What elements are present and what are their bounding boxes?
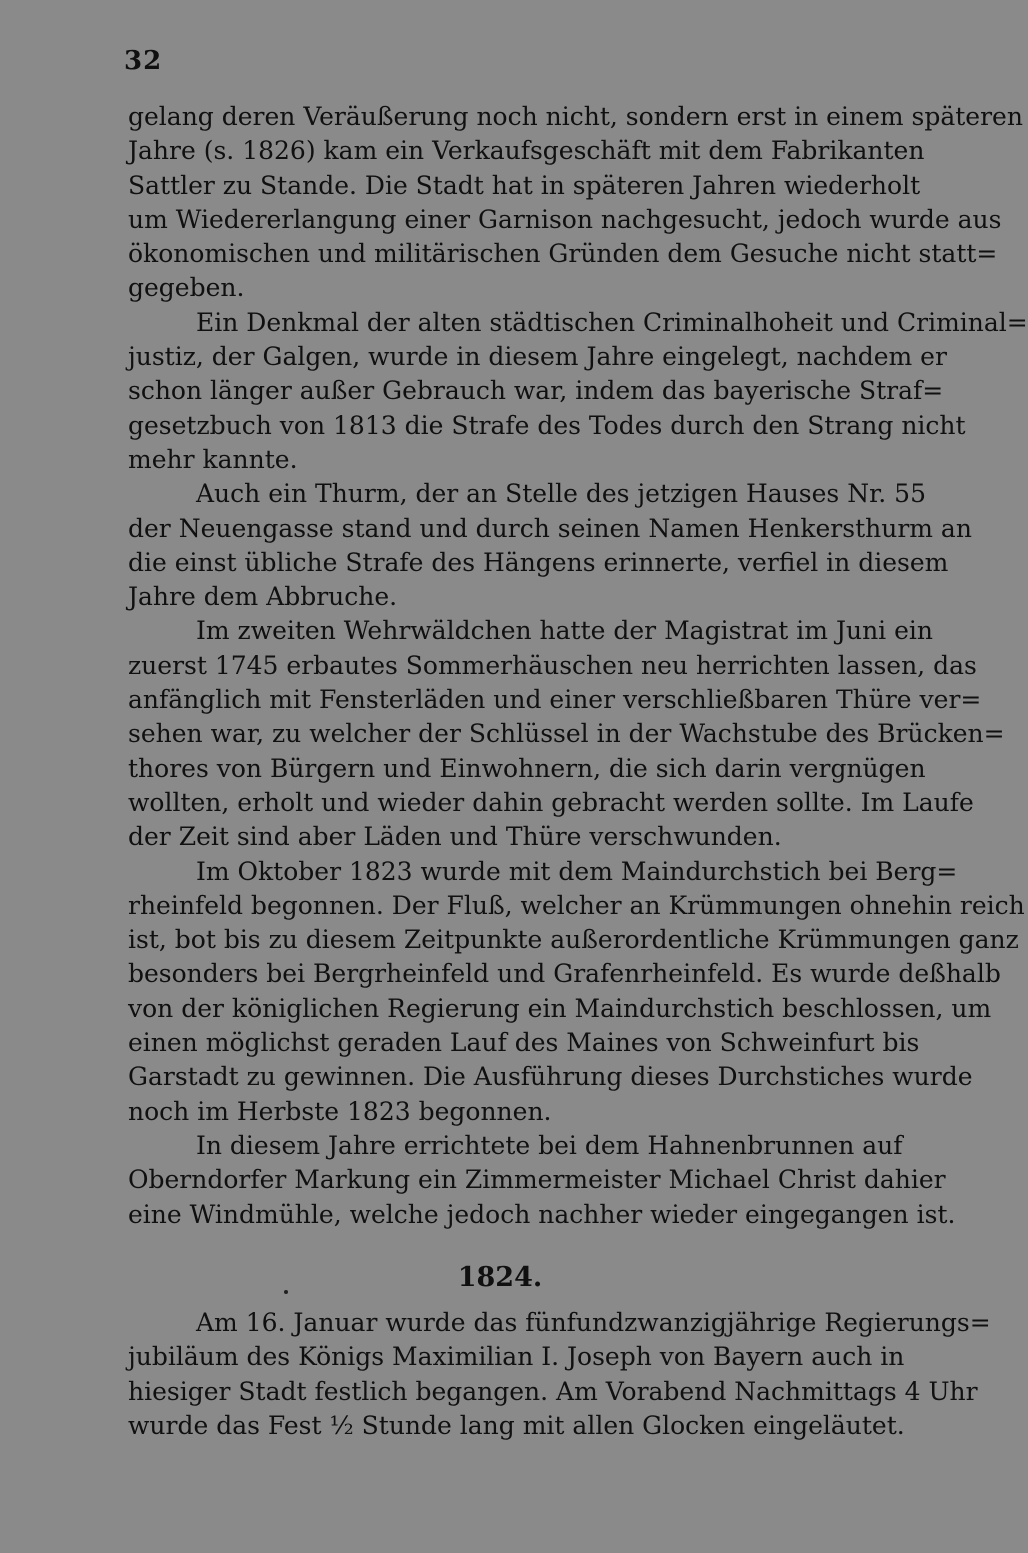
page-number: 32 [124,46,163,76]
text-line: sehen war, zu welcher der Schlüssel in der Wachstube des Brücken= [128,719,1005,749]
text-line: gelang deren Veräußerung noch nicht, sondern erst in einem späteren [128,102,1023,131]
text-line: thores von Bürgern und Einwohnern, die sich darin vergnügen [128,753,926,783]
body-text-section-1 [128,100,1028,1232]
text-line: hiesiger Stadt festlich begangen. Am Vorabend Nachmittags 4 Uhr [128,1376,978,1406]
text-line: einen möglichst geraden Lauf des Maines von Schweinfurt bis [128,1028,920,1058]
text-line: der Neuengasse stand und durch seinen Namen Henkersthurm an [128,513,972,543]
text-line: ökonomischen und militärischen Gründen dem Gesuche nicht statt= [128,239,998,269]
text-line: justiz, der Galgen, wurde in diesem Jahre eingelegt, nachdem er [128,342,947,372]
text-line: besonders bei Bergrheinfeld und Grafenrheinfeld. Es wurde deßhalb [128,959,1001,989]
text-line: Im Oktober 1823 wurde mit dem Maindurchstich bei Berg= [196,856,958,886]
text-line: ist, bot bis zu diesem Zeitpunkte außerordentliche Krümmungen ganz [128,925,1019,955]
text-line: jubiläum des Königs Maximilian I. Joseph von Bayern auch in [128,1342,905,1372]
text-line: Im zweiten Wehrwäldchen hatte der Magistrat im Juni ein [196,616,933,646]
text-line: wollten, erholt und wieder dahin gebracht werden sollte. Im Laufe [128,787,974,817]
text-line: noch im Herbste 1823 begonnen. [128,1096,552,1126]
text-line: eine Windmühle, welche jedoch nachher wieder eingegangen ist. [128,1199,956,1229]
text-line: gesetzbuch von 1813 die Strafe des Todes durch den Strang nicht [128,410,966,440]
text-line: um Wiedererlangung einer Garnison nachgesucht, jedoch wurde aus [128,204,1002,234]
text-line: von der königlichen Regierung ein Maindurchstich beschlossen, um [128,993,992,1023]
text-line: Ein Denkmal der alten städtischen Criminalhoheit und Criminal= [196,307,1028,337]
text-line: wurde das Fest ½ Stunde lang mit allen Glocken eingeläutet. [128,1410,905,1440]
text-line: anfänglich mit Fensterläden und einer verschließbaren Thüre ver= [128,685,982,715]
text-line: Auch ein Thurm, der an Stelle des jetzigen Hauses Nr. 55 [196,479,926,509]
text-line: der Zeit sind aber Läden und Thüre verschwunden. [128,822,782,852]
text-line: Garstadt zu gewinnen. Die Ausführung dieses Durchstiches wurde [128,1062,973,1092]
text-line: Jahre (s. 1826) kam ein Verkaufsgeschäft mit dem Fabrikanten [128,136,925,166]
text-line: zuerst 1745 erbautes Sommerhäuschen neu herrichten lassen, das [128,650,977,680]
text-line: rheinfeld begonnen. Der Fluß, welcher an Krümmungen ohnehin reich [128,890,1025,920]
text-line: mehr kannte. [128,444,298,474]
year-heading: 1824. [457,1262,543,1293]
text-line: die einst übliche Strafe des Hängens erinnerte, verfiel in diesem [128,547,949,577]
text-line: gegeben. [128,273,245,303]
text-line: Oberndorfer Markung ein Zimmermeister Michael Christ dahier [128,1165,946,1195]
text-line: Am 16. Januar wurde das fünfundzwanzigjährige Regierungs= [196,1308,991,1337]
text-line: Sattler zu Stande. Die Stadt hat in späteren Jahren wiederholt [128,170,921,200]
text-line: schon länger außer Gebrauch war, indem das bayerische Straf= [128,376,944,406]
text-line: In diesem Jahre errichtete bei dem Hahnenbrunnen auf [196,1130,903,1160]
text-line: Jahre dem Abbruche. [128,582,398,612]
body-text-section-2 [128,1306,991,1443]
